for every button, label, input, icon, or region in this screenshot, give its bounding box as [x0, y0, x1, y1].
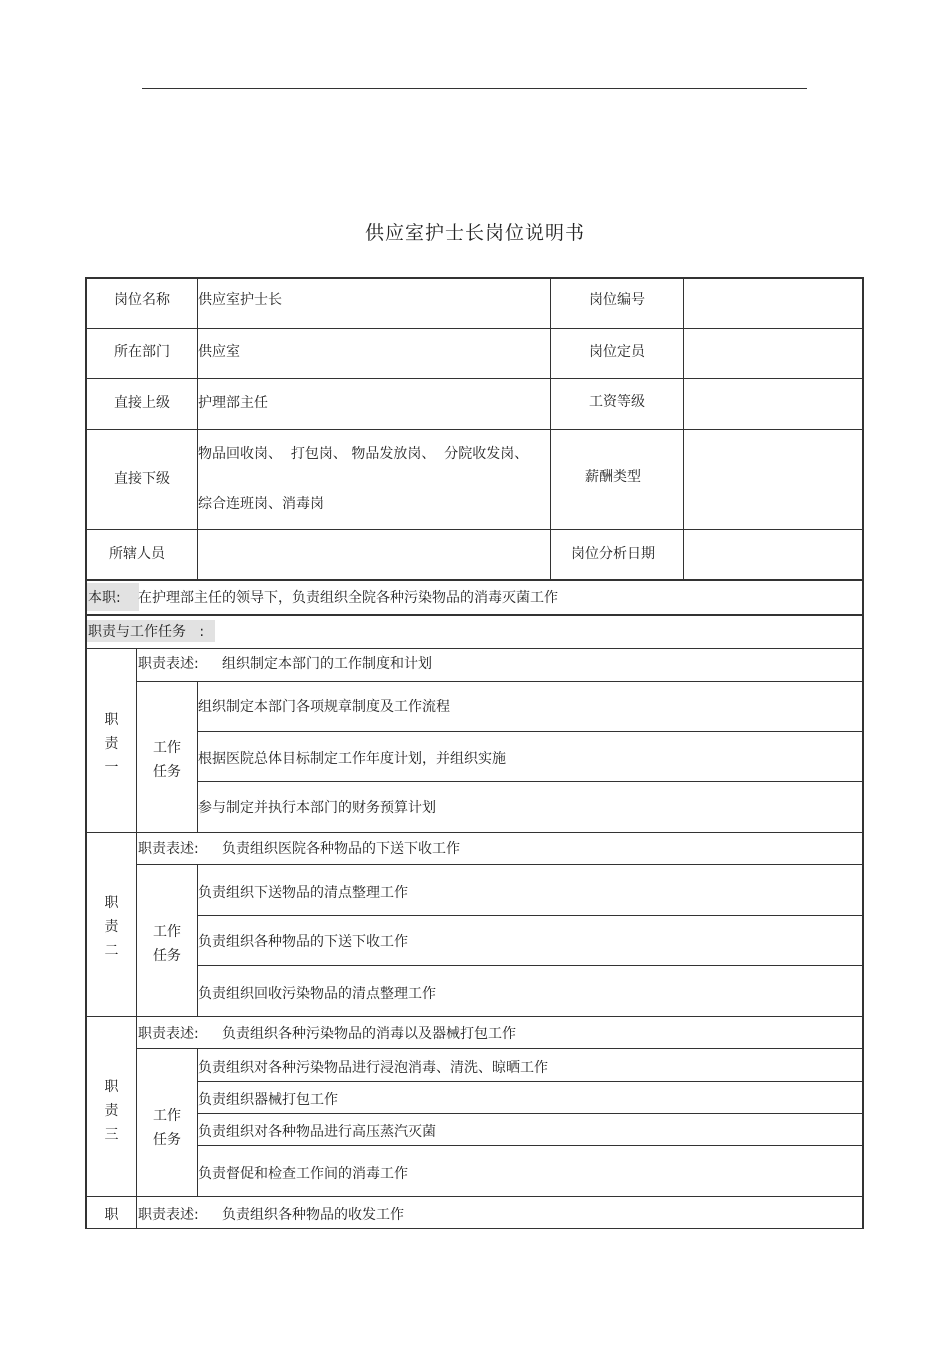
duty-3-task-label: 工作 任务 — [153, 1108, 181, 1148]
duty-1-task-3: 参与制定并执行本部门的财务预算计划 — [198, 800, 436, 816]
duty-3-desc-label: 职责表述: — [138, 1026, 199, 1042]
label-headcount: 岗位定员 — [589, 344, 645, 360]
label-analysis-date: 岗位分析日期 — [571, 546, 655, 562]
duty-2-description: 负责组织医院各种物品的下送下收工作 — [222, 841, 460, 857]
duties-header: 职责与工作任务 : — [88, 624, 205, 640]
value-subordinates-line1: 物品回收岗、 打包岗、 物品发放岗、 分院收发岗、 — [198, 446, 529, 462]
duty-3-description: 负责组织各种污染物品的消毒以及器械打包工作 — [222, 1026, 516, 1042]
label-position-name: 岗位名称 — [114, 292, 170, 308]
value-subordinates-line2: 综合连班岗、消毒岗 — [198, 496, 324, 512]
label-pay-type: 薪酬类型 — [585, 469, 641, 485]
duty-2-desc-label: 职责表述: — [138, 841, 199, 857]
duty-1-label: 职 责 一 — [104, 712, 119, 776]
value-position-name: 供应室护士长 — [198, 292, 282, 308]
label-superior: 直接上级 — [114, 395, 170, 411]
duty-1-task-label: 工作 任务 — [153, 740, 181, 780]
main-duty-text: 在护理部主任的领导下，负责组织全院各种污染物品的消毒灭菌工作 — [138, 590, 558, 606]
duty-2-task-3: 负责组织回收污染物品的清点整理工作 — [198, 986, 436, 1002]
duty-2-task-2: 负责组织各种物品的下送下收工作 — [198, 934, 408, 950]
duty-2-task-label: 工作 任务 — [153, 924, 181, 964]
duty-3-task-3: 负责组织对各种物品进行高压蒸汽灭菌 — [198, 1124, 436, 1140]
header-rule — [142, 88, 807, 89]
value-superior: 护理部主任 — [198, 395, 268, 411]
main-duty-label: 本职: — [88, 590, 121, 606]
label-subordinates: 直接下级 — [114, 471, 170, 487]
duty-1-desc-label: 职责表述: — [138, 656, 199, 672]
duty-3-label: 职 责 三 — [104, 1079, 119, 1143]
duty-4-desc-label: 职责表述: — [138, 1207, 199, 1223]
label-department: 所在部门 — [114, 344, 170, 360]
duty-3-task-1: 负责组织对各种污染物品进行浸泡消毒、清洗、晾晒工作 — [198, 1060, 548, 1076]
duty-4-description: 负责组织各种物品的收发工作 — [222, 1207, 404, 1223]
duty-2-task-1: 负责组织下送物品的清点整理工作 — [198, 885, 408, 901]
label-managed-staff: 所辖人员 — [109, 546, 165, 562]
duty-3-task-2: 负责组织器械打包工作 — [198, 1092, 338, 1108]
duty-1-description: 组织制定本部门的工作制度和计划 — [222, 656, 432, 672]
document-title: 供应室护士长岗位说明书 — [364, 222, 585, 244]
label-salary-grade: 工资等级 — [589, 394, 645, 410]
value-department: 供应室 — [198, 344, 240, 360]
duty-2-label: 职 责 二 — [104, 895, 119, 959]
duty-4-label: 职 — [104, 1207, 119, 1223]
duty-1-task-1: 组织制定本部门各项规章制度及工作流程 — [198, 699, 450, 715]
duty-3-task-4: 负责督促和检查工作间的消毒工作 — [198, 1166, 408, 1182]
duty-1-task-2: 根据医院总体目标制定工作年度计划，并组织实施 — [198, 751, 506, 767]
label-position-code: 岗位编号 — [589, 292, 645, 308]
